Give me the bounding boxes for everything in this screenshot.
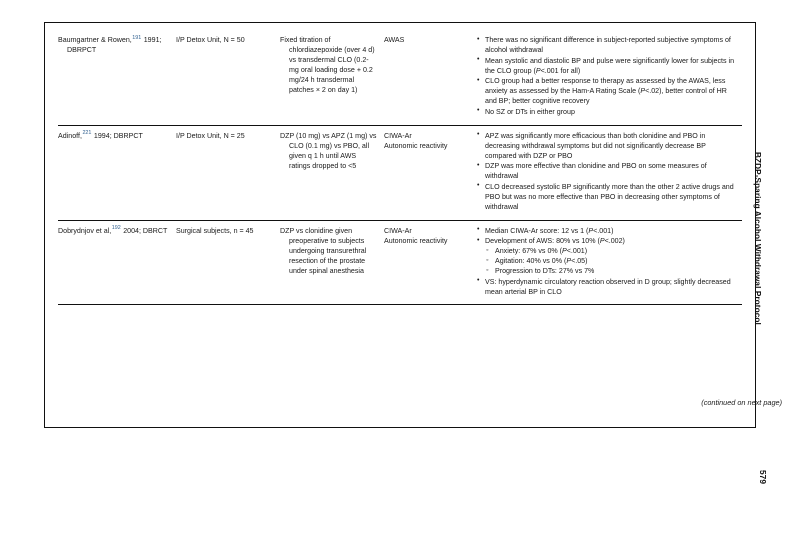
outcome-item: • CLO group had a better response to therapy as assessed by the AWAS, less anxiety as assessed by the Ham-A Rating Scale (P<.02), better control of HR and BP; better cognitive recovery [476, 76, 736, 106]
outcome-sublist [485, 246, 736, 276]
outcome-item: • DZP was more effective than clonidine and PBO on some measures of withdrawal [476, 161, 736, 181]
measure-item: Autonomic reactivity [384, 141, 448, 150]
setting-sample-text: I/P Detox Unit, N = 25 [176, 131, 245, 140]
table-row [58, 30, 742, 125]
intervention-cell [280, 220, 384, 305]
intervention-text: DZP vs clonidine given preoperative to subjects undergoing transurethral resection of the prostate under spinal anesthesia [280, 226, 367, 275]
setting-sample-cell [176, 125, 280, 220]
continued-note: (continued on next page) [701, 398, 782, 407]
intervention-cell [280, 30, 384, 125]
intervention-text: Fixed titration of chlordiazepoxide (over 4 d) vs transdermal CLO (0.2-mg oral loading dose + 0.2 mg/24 h transdermal patches × 2 on day 1) [280, 36, 375, 95]
measures-cell [384, 125, 476, 220]
outcome-item: • Development of AWS: 80% vs 10% (P<.002) ◦ Anxiety: 67% vs 0% (P<.001) ◦ Agitation: 40% vs 0% (P<.05) ◦ Progression to DTs: 27% vs 7% [476, 236, 736, 276]
outcomes-cell [476, 30, 742, 125]
measure-item: AWAS [384, 36, 405, 44]
setting-sample-text: I/P Detox Unit, N = 50 [176, 36, 245, 44]
outcome-item: • There was no significant difference in subject-reported subjective symptoms of alcohol withdrawal [476, 35, 736, 55]
intervention-text: DZP (10 mg) vs APZ (1 mg) vs CLO (0.1 mg) vs PBO, all given q 1 h until AWS ratings dropped to <5 [280, 131, 377, 170]
study-table-body [58, 30, 742, 305]
outcome-list [476, 226, 736, 297]
running-head: BZDP-Sparing Alcohol Withdrawal Protocol [753, 152, 762, 325]
measures-cell [384, 30, 476, 125]
emphasis-text: P [566, 257, 572, 266]
outcome-item: • Mean systolic and diastolic BP and pulse were significantly lower for subjects in the CLO group (P<.001 for all) [476, 56, 736, 76]
reference-superscript[interactable]: 221 [82, 130, 92, 137]
study-table [58, 30, 742, 305]
outcome-item: • No SZ or DTs in either group [476, 107, 736, 117]
table-row [58, 125, 742, 220]
outcomes-cell [476, 125, 742, 220]
study-table-container [58, 30, 742, 420]
measure-item: CIWA-Ar [384, 131, 412, 140]
study-citation: Dobrydnjov et al,$^{192}$ 2004; DBRCT [58, 225, 168, 235]
outcomes-cell [476, 220, 742, 305]
emphasis-text: P [588, 226, 594, 235]
reference-superscript[interactable]: 192 [111, 225, 121, 232]
study-citation: Adinoff,$^{221}$ 1994; DBRPCT [58, 130, 143, 140]
study-citation-cell [58, 30, 176, 125]
setting-sample-cell [176, 30, 280, 125]
measure-item: Autonomic reactivity [384, 236, 448, 245]
emphasis-text: P [640, 87, 646, 96]
table-row [58, 220, 742, 305]
intervention-cell [280, 125, 384, 220]
outcome-item: • Median CIWA-Ar score: 12 vs 1 (P<.001) [476, 226, 736, 236]
outcome-list [476, 35, 736, 117]
outcome-list [476, 131, 736, 213]
setting-sample-text: Surgical subjects, n = 45 [176, 226, 254, 235]
outcome-subitem: ◦ Anxiety: 67% vs 0% (P<.001) [485, 246, 736, 256]
study-citation-cell [58, 220, 176, 305]
outcome-subitem: ◦ Progression to DTs: 27% vs 7% [485, 266, 736, 276]
measure-item: CIWA-Ar [384, 226, 412, 235]
outcome-item: • APZ was significantly more efficacious than both clonidine and PBO in decreasing withdrawal symptoms but did not significantly decrease BP compared with DZP or PBO [476, 131, 736, 161]
outcome-subitem: ◦ Agitation: 40% vs 0% (P<.05) [485, 256, 736, 266]
reference-superscript[interactable]: 191 [132, 34, 142, 41]
study-citation: Baumgartner & Rowen,$^{191}$ 1991; DBRPCT [58, 34, 162, 55]
outcome-item: • CLO decreased systolic BP significantly more than the other 2 active drugs and PBO but was no more effective than PBO in decreasing other symptoms of withdrawal [476, 182, 736, 212]
setting-sample-cell [176, 220, 280, 305]
emphasis-text: P [562, 247, 567, 256]
measures-cell [384, 220, 476, 305]
page-number: 579 [758, 470, 768, 484]
study-citation-cell [58, 125, 176, 220]
emphasis-text: P [535, 66, 541, 75]
emphasis-text: P [599, 237, 605, 246]
outcome-item: • VS: hyperdynamic circulatory reaction observed in D group; slightly decreased mean arterial BP in CLO [476, 277, 736, 297]
